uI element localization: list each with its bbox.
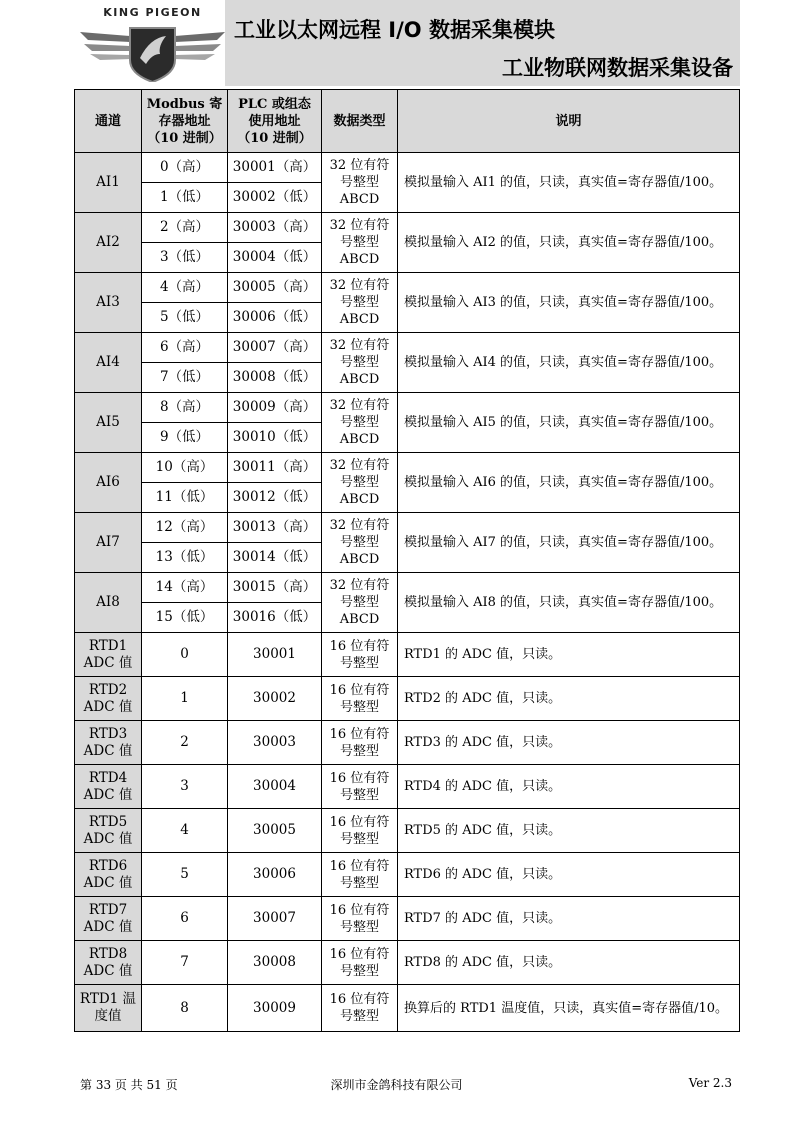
modbus-cell: 13（低） <box>142 543 228 573</box>
channel-cell: RTD2 ADC 值 <box>75 677 142 721</box>
plc-cell: 30002（低） <box>228 183 322 213</box>
pigeon-wings-icon <box>80 20 225 82</box>
desc-cell: 换算后的 RTD1 温度值，只读，真实值=寄存器值/10。 <box>398 985 740 1032</box>
plc-cell: 30008 <box>228 941 322 985</box>
col-modbus-address: Modbus 寄 存器地址 （10 进制） <box>142 90 228 153</box>
table-row <box>75 393 740 423</box>
table-row <box>75 677 740 721</box>
desc-cell: 模拟量输入 AI6 的值，只读，真实值=寄存器值/100。 <box>398 453 740 513</box>
channel-cell: AI7 <box>75 513 142 573</box>
plc-cell: 30015（高） <box>228 573 322 603</box>
register-table <box>74 89 740 1032</box>
modbus-cell: 6 <box>142 897 228 941</box>
desc-cell: RTD7 的 ADC 值，只读。 <box>398 897 740 941</box>
channel-cell: RTD7 ADC 值 <box>75 897 142 941</box>
modbus-cell: 0（高） <box>142 153 228 183</box>
desc-cell: RTD3 的 ADC 值，只读。 <box>398 721 740 765</box>
type-cell: 16 位有符 号整型 <box>322 941 398 985</box>
type-cell: 16 位有符 号整型 <box>322 677 398 721</box>
plc-cell: 30004（低） <box>228 243 322 273</box>
table-row <box>75 721 740 765</box>
modbus-cell: 12（高） <box>142 513 228 543</box>
modbus-cell: 8（高） <box>142 393 228 423</box>
table-row <box>75 897 740 941</box>
desc-cell: RTD4 的 ADC 值，只读。 <box>398 765 740 809</box>
logo-text: KING PIGEON <box>103 6 202 19</box>
desc-cell: 模拟量输入 AI1 的值，只读，真实值=寄存器值/100。 <box>398 153 740 213</box>
modbus-cell: 4（高） <box>142 273 228 303</box>
desc-cell: RTD6 的 ADC 值，只读。 <box>398 853 740 897</box>
plc-cell: 30012（低） <box>228 483 322 513</box>
plc-cell: 30009 <box>228 985 322 1032</box>
channel-cell: AI8 <box>75 573 142 633</box>
desc-cell: 模拟量输入 AI7 的值，只读，真实值=寄存器值/100。 <box>398 513 740 573</box>
plc-cell: 30002 <box>228 677 322 721</box>
channel-cell: AI5 <box>75 393 142 453</box>
type-cell: 16 位有符 号整型 <box>322 809 398 853</box>
table-header-row <box>75 90 740 153</box>
channel-cell: RTD8 ADC 值 <box>75 941 142 985</box>
channel-cell: RTD1 ADC 值 <box>75 633 142 677</box>
modbus-cell: 7（低） <box>142 363 228 393</box>
desc-cell: 模拟量输入 AI2 的值，只读，真实值=寄存器值/100。 <box>398 213 740 273</box>
table-row <box>75 333 740 363</box>
plc-cell: 30016（低） <box>228 603 322 633</box>
modbus-cell: 3 <box>142 765 228 809</box>
desc-cell: 模拟量输入 AI4 的值，只读，真实值=寄存器值/100。 <box>398 333 740 393</box>
channel-cell: RTD3 ADC 值 <box>75 721 142 765</box>
col-plc-address: PLC 或组态 使用地址 （10 进制） <box>228 90 322 153</box>
desc-cell: RTD2 的 ADC 值，只读。 <box>398 677 740 721</box>
channel-cell: AI2 <box>75 213 142 273</box>
channel-cell: RTD4 ADC 值 <box>75 765 142 809</box>
type-cell: 16 位有符 号整型 <box>322 633 398 677</box>
modbus-cell: 1 <box>142 677 228 721</box>
modbus-cell: 1（低） <box>142 183 228 213</box>
table-row <box>75 853 740 897</box>
document-subtitle: 工业物联网数据采集设备 <box>502 56 733 80</box>
type-cell: 16 位有符 号整型 <box>322 765 398 809</box>
desc-cell: 模拟量输入 AI5 的值，只读，真实值=寄存器值/100。 <box>398 393 740 453</box>
modbus-cell: 5（低） <box>142 303 228 333</box>
plc-cell: 30003（高） <box>228 213 322 243</box>
desc-cell: RTD5 的 ADC 值，只读。 <box>398 809 740 853</box>
type-cell: 32 位有符 号整型 ABCD <box>322 513 398 573</box>
modbus-cell: 14（高） <box>142 573 228 603</box>
footer-page-number: 第 33 页 共 51 页 <box>80 1078 178 1092</box>
document-title: 工业以太网远程 I/O 数据采集模块 <box>234 18 555 42</box>
plc-cell: 30009（高） <box>228 393 322 423</box>
plc-cell: 30006（低） <box>228 303 322 333</box>
plc-cell: 30007 <box>228 897 322 941</box>
channel-cell: AI3 <box>75 273 142 333</box>
modbus-cell: 2 <box>142 721 228 765</box>
table-row <box>75 765 740 809</box>
table-row <box>75 513 740 543</box>
company-logo <box>80 6 225 82</box>
plc-cell: 30010（低） <box>228 423 322 453</box>
channel-cell: RTD5 ADC 值 <box>75 809 142 853</box>
modbus-cell: 2（高） <box>142 213 228 243</box>
modbus-cell: 5 <box>142 853 228 897</box>
channel-cell: RTD6 ADC 值 <box>75 853 142 897</box>
type-cell: 32 位有符 号整型 ABCD <box>322 393 398 453</box>
type-cell: 16 位有符 号整型 <box>322 853 398 897</box>
plc-cell: 30003 <box>228 721 322 765</box>
table-row <box>75 273 740 303</box>
channel-cell: AI6 <box>75 453 142 513</box>
type-cell: 32 位有符 号整型 ABCD <box>322 453 398 513</box>
type-cell: 16 位有符 号整型 <box>322 721 398 765</box>
type-cell: 32 位有符 号整型 ABCD <box>322 333 398 393</box>
table-row <box>75 809 740 853</box>
channel-cell: AI1 <box>75 153 142 213</box>
type-cell: 32 位有符 号整型 ABCD <box>322 213 398 273</box>
modbus-cell: 0 <box>142 633 228 677</box>
type-cell: 16 位有符 号整型 <box>322 985 398 1032</box>
plc-cell: 30001（高） <box>228 153 322 183</box>
modbus-cell: 11（低） <box>142 483 228 513</box>
plc-cell: 30011（高） <box>228 453 322 483</box>
plc-cell: 30007（高） <box>228 333 322 363</box>
plc-cell: 30005 <box>228 809 322 853</box>
type-cell: 32 位有符 号整型 ABCD <box>322 273 398 333</box>
plc-cell: 30008（低） <box>228 363 322 393</box>
desc-cell: 模拟量输入 AI8 的值，只读，真实值=寄存器值/100。 <box>398 573 740 633</box>
footer-company: 深圳市金鸽科技有限公司 <box>330 1078 463 1092</box>
modbus-cell: 15（低） <box>142 603 228 633</box>
col-data-type: 数据类型 <box>322 90 398 153</box>
desc-cell: 模拟量输入 AI3 的值，只读，真实值=寄存器值/100。 <box>398 273 740 333</box>
modbus-cell: 6（高） <box>142 333 228 363</box>
table-row <box>75 985 740 1032</box>
table-row <box>75 633 740 677</box>
modbus-cell: 4 <box>142 809 228 853</box>
footer-version: Ver 2.3 <box>688 1076 732 1090</box>
plc-cell: 30004 <box>228 765 322 809</box>
plc-cell: 30006 <box>228 853 322 897</box>
col-description: 说明 <box>398 90 740 153</box>
table-row <box>75 573 740 603</box>
channel-cell: RTD1 温 度值 <box>75 985 142 1032</box>
table-row <box>75 213 740 243</box>
desc-cell: RTD1 的 ADC 值，只读。 <box>398 633 740 677</box>
modbus-cell: 8 <box>142 985 228 1032</box>
modbus-cell: 7 <box>142 941 228 985</box>
plc-cell: 30001 <box>228 633 322 677</box>
table-row <box>75 941 740 985</box>
modbus-cell: 3（低） <box>142 243 228 273</box>
table-row <box>75 153 740 183</box>
type-cell: 32 位有符 号整型 ABCD <box>322 153 398 213</box>
desc-cell: RTD8 的 ADC 值，只读。 <box>398 941 740 985</box>
modbus-cell: 10（高） <box>142 453 228 483</box>
type-cell: 16 位有符 号整型 <box>322 897 398 941</box>
modbus-cell: 9（低） <box>142 423 228 453</box>
channel-cell: AI4 <box>75 333 142 393</box>
table-row <box>75 453 740 483</box>
plc-cell: 30014（低） <box>228 543 322 573</box>
plc-cell: 30005（高） <box>228 273 322 303</box>
col-channel: 通道 <box>75 90 142 153</box>
type-cell: 32 位有符 号整型 ABCD <box>322 573 398 633</box>
plc-cell: 30013（高） <box>228 513 322 543</box>
